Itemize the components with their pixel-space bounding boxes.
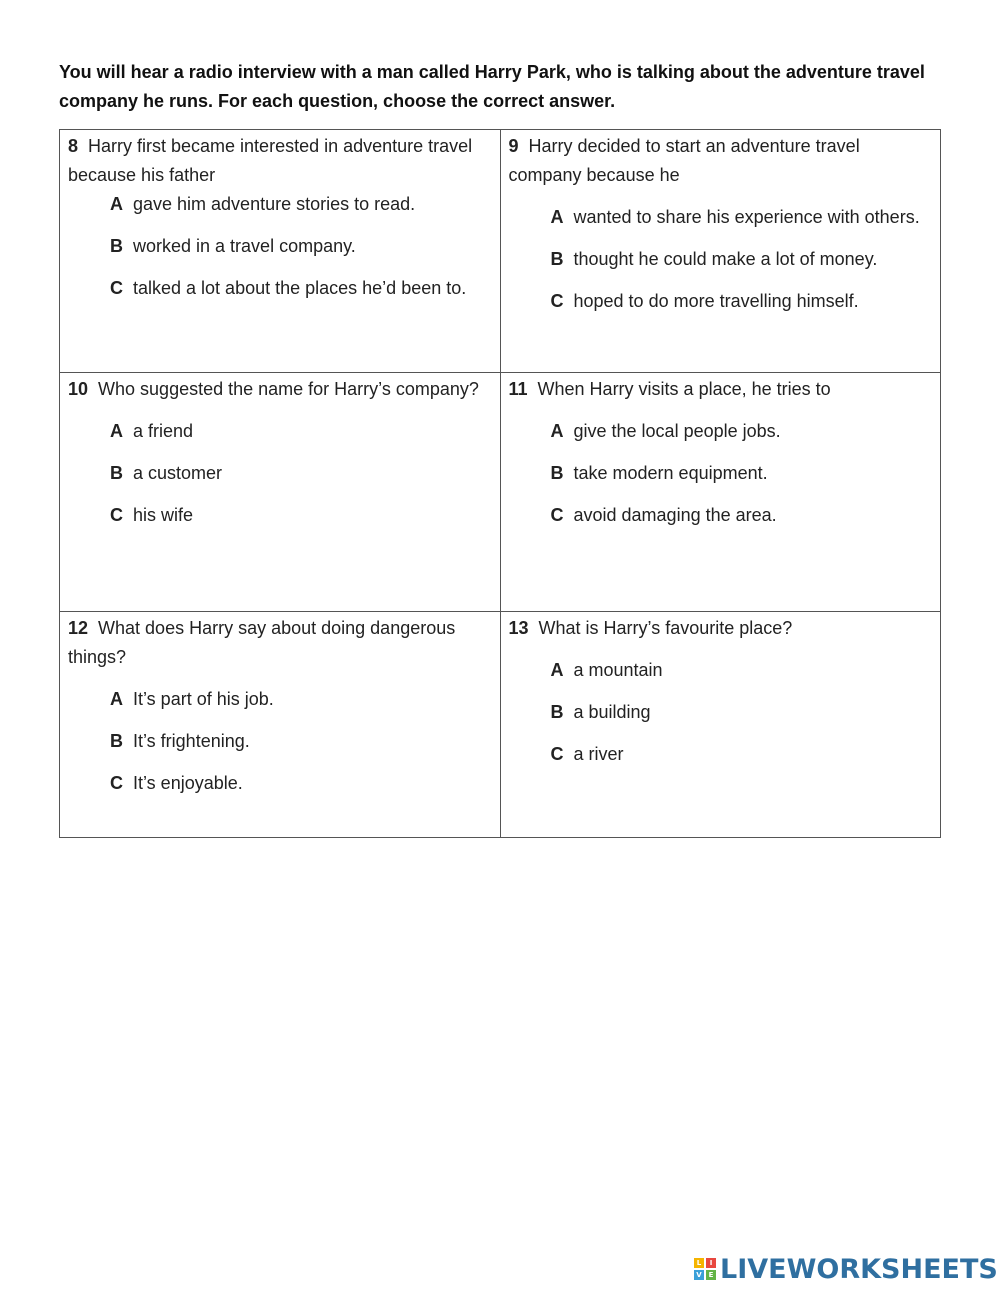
question-11 [500,373,941,612]
option-text: It’s frightening. [133,731,250,751]
question-number: 13 [508,618,529,638]
logo-block: E [706,1270,716,1280]
option-letter: B [550,702,564,722]
option-letter: C [110,773,123,793]
option-letter: B [110,731,123,751]
option-c[interactable] [68,769,492,798]
question-number: 11 [508,379,528,399]
option-letter: A [110,689,123,709]
question-number: 12 [68,618,89,638]
option-letter: B [550,463,564,483]
option-letter: B [110,236,123,256]
option-b[interactable] [509,698,933,727]
option-text: give the local people jobs. [573,421,781,441]
question-13 [500,612,941,838]
option-c[interactable] [509,287,933,316]
logo-text: LIVEWORKSHEETS [720,1253,998,1285]
option-b[interactable] [68,232,492,261]
option-letter: A [550,421,564,441]
option-text: avoid damaging the area. [573,505,777,525]
questions-table [59,129,941,838]
question-text: When Harry visits a place, he tries to [537,379,831,399]
option-a[interactable] [68,417,492,446]
question-12 [60,612,501,838]
option-b[interactable] [68,459,492,488]
option-text: It’s enjoyable. [133,773,243,793]
question-8 [60,130,501,373]
option-c[interactable] [68,501,492,530]
option-letter: C [550,505,564,525]
option-letter: A [110,421,123,441]
option-text: gave him adventure stories to read. [133,194,416,214]
option-a[interactable] [68,685,492,714]
option-a[interactable] [509,417,933,446]
option-c[interactable] [509,740,933,769]
question-stem [68,614,492,672]
option-letter: C [550,291,564,311]
option-a[interactable] [509,656,933,685]
question-number: 9 [508,136,519,156]
option-text: hoped to do more travelling himself. [573,291,859,311]
option-b[interactable] [509,245,933,274]
option-text: his wife [133,505,194,525]
question-text: Harry first became interested in adventure travel because his father [68,136,473,185]
logo-block: V [694,1270,704,1280]
option-b[interactable] [68,727,492,756]
option-text: talked a lot about the places he’d been to. [133,278,467,298]
option-letter: C [110,278,123,298]
question-text: Harry decided to start an adventure travel company because he [508,136,860,185]
option-a[interactable] [509,203,933,232]
option-text: thought he could make a lot of money. [573,249,878,269]
question-stem [509,614,933,643]
option-c[interactable] [68,274,492,303]
option-letter: A [550,207,564,227]
option-letter: B [550,249,564,269]
table-row [60,373,941,612]
question-stem [68,132,492,190]
question-number: 8 [68,136,79,156]
question-stem [68,375,492,404]
table-row [60,612,941,838]
option-a[interactable] [68,190,492,219]
option-text: a building [573,702,651,722]
question-text: What is Harry’s favourite place? [538,618,793,638]
option-text: It’s part of his job. [133,689,274,709]
question-9 [500,130,941,373]
logo-blocks-icon [694,1258,716,1280]
question-10 [60,373,501,612]
option-letter: C [550,744,564,764]
instructions: You will hear a radio interview with a man called Harry Park, who is talking about the adventure travel company he runs. For each question, choose the correct answer. [59,62,925,111]
option-c[interactable] [509,501,933,530]
option-text: a friend [133,421,194,441]
option-text: a mountain [573,660,663,680]
option-text: worked in a travel company. [133,236,356,256]
option-letter: A [110,194,123,214]
option-b[interactable] [509,459,933,488]
option-text: take modern equipment. [573,463,768,483]
question-stem [509,132,933,190]
option-text: a river [573,744,624,764]
logo-block: L [694,1258,704,1268]
option-text: a customer [133,463,223,483]
liveworksheets-logo[interactable] [694,1254,998,1284]
question-text: What does Harry say about doing dangerous things? [68,618,456,667]
table-row [60,130,941,373]
question-text: Who suggested the name for Harry’s company? [98,379,479,399]
option-letter: B [110,463,123,483]
question-number: 10 [68,379,89,399]
option-letter: A [550,660,564,680]
option-text: wanted to share his experience with others. [573,207,920,227]
logo-block: I [706,1258,716,1268]
question-stem [509,375,933,404]
option-letter: C [110,505,123,525]
